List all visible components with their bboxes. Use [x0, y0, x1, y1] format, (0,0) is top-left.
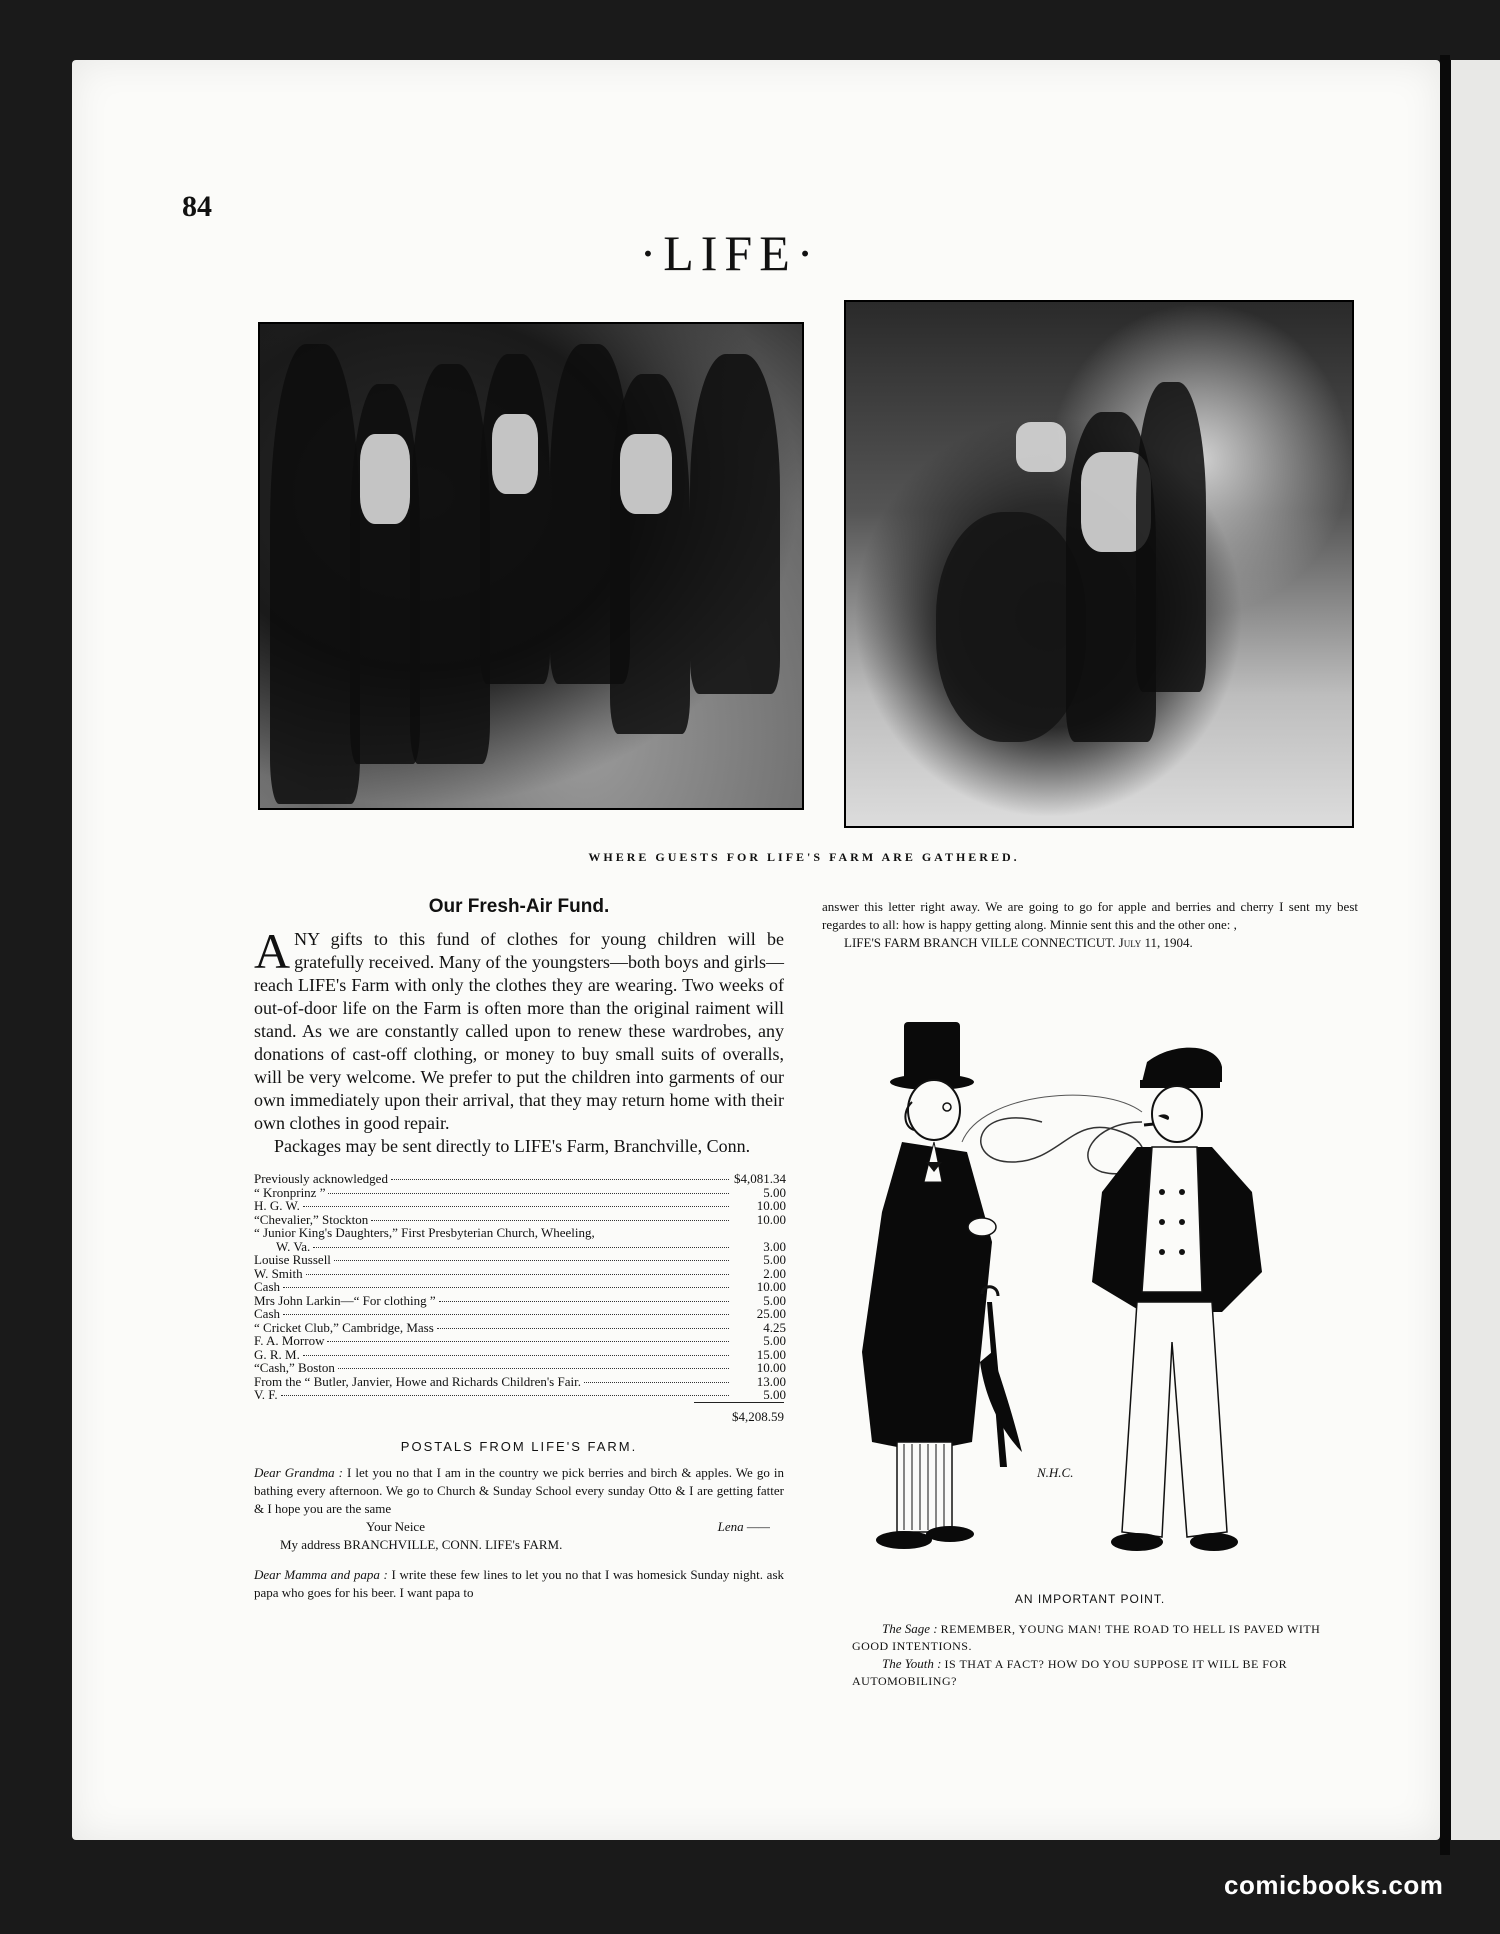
- ledger-name: W. Va.: [276, 1238, 311, 1254]
- ledger-row: [254, 1280, 786, 1294]
- sage-shoe: [926, 1526, 974, 1542]
- ledger-name: G. R. M.: [254, 1346, 300, 1362]
- youth-trousers: [1122, 1302, 1227, 1537]
- button: [1159, 1249, 1165, 1255]
- button: [1159, 1189, 1165, 1195]
- youth-line: IS THAT A FACT? HOW DO YOU SUPPOSE IT WILL BE FOR AUTOMOBILING?: [852, 1657, 1288, 1688]
- ledger-amount: 10.00: [756, 1279, 786, 1294]
- page-number: 84: [182, 190, 212, 223]
- ledger-row: [254, 1267, 786, 1281]
- cartoon-drawing: [842, 1012, 1342, 1592]
- sage-frock-coat: [862, 1142, 992, 1452]
- leader-dots: [334, 1260, 729, 1261]
- button: [1179, 1189, 1185, 1195]
- ledger-name: “ Junior King's Daughters,” First Presbyterian Church, Wheeling,: [254, 1225, 595, 1240]
- ledger-amount: 5.00: [763, 1292, 786, 1308]
- youth-chauffeur-cap: [1142, 1048, 1222, 1082]
- ledger-amount: 25.00: [756, 1306, 786, 1321]
- ledger-name: F. A. Morrow: [254, 1333, 325, 1348]
- leader-dots: [328, 1193, 729, 1194]
- ledger-row: [254, 1226, 786, 1240]
- donation-ledger: [254, 1172, 786, 1402]
- ledger-amount: 10.00: [756, 1360, 786, 1375]
- photo-children-gathered: [258, 322, 804, 810]
- ledger-name: V. F.: [254, 1387, 278, 1402]
- letter-1: [254, 1464, 784, 1518]
- ledger-amount: $4,081.34: [734, 1171, 786, 1186]
- ledger-row: [254, 1375, 786, 1389]
- ledger-row: [254, 1240, 786, 1254]
- leader-dots: [303, 1206, 729, 1207]
- youth-shoe: [1190, 1533, 1238, 1551]
- cartoon-dialog: [852, 1620, 1328, 1690]
- ledger-amount: 3.00: [763, 1238, 786, 1254]
- ledger-amount: 5.00: [763, 1333, 786, 1348]
- ledger-row: [254, 1253, 786, 1267]
- youth-dialog: [852, 1655, 1328, 1690]
- ledger-name: From the “ Butler, Janvier, Howe and Richards Children's Fair.: [254, 1373, 581, 1389]
- leader-dots: [281, 1395, 729, 1396]
- cartoon-illustration: [842, 1012, 1342, 1934]
- ledger-name: Mrs John Larkin—“ For clothing ”: [254, 1292, 436, 1308]
- ledger-amount: 4.25: [763, 1319, 786, 1335]
- youth-vest: [1142, 1147, 1202, 1292]
- photo-caption: WHERE GUESTS FOR LIFE'S FARM ARE GATHERED.: [588, 850, 1020, 864]
- leader-dots: [371, 1220, 729, 1221]
- letter-1-signoff: [254, 1518, 784, 1536]
- letter-1-salutation: Dear Grandma :: [254, 1464, 343, 1480]
- ledger-name: “ Cricket Club,” Cambridge, Mass: [254, 1319, 434, 1335]
- leader-dots: [437, 1328, 729, 1329]
- right-column: [822, 898, 1358, 952]
- letter-1-signature: Lena ——: [717, 1518, 770, 1534]
- ledger-name: H. G. W.: [254, 1198, 300, 1213]
- cartoon-title: AN IMPORTANT POINT.: [1014, 1592, 1166, 1606]
- ledger-total: $4,208.59: [694, 1402, 784, 1425]
- leader-dots: [313, 1247, 729, 1248]
- sage-line: REMEMBER, YOUNG MAN! THE ROAD TO HELL IS PAVED WITH GOOD INTENTIONS.: [852, 1622, 1321, 1653]
- button: [1179, 1249, 1185, 1255]
- ledger-name: Cash: [254, 1279, 280, 1294]
- sage-hand: [968, 1218, 996, 1236]
- letter-1-closing: Your Neice: [366, 1518, 425, 1534]
- ledger-amount: 10.00: [756, 1211, 786, 1227]
- ledger-amount: 5.00: [763, 1387, 786, 1402]
- masthead-title: ·LIFE·: [639, 225, 821, 281]
- sage-face: [908, 1080, 960, 1140]
- leader-dots: [327, 1341, 729, 1342]
- sage-top-hat: [904, 1022, 960, 1082]
- letter-2-continued: answer this letter right away. We are going to go for apple and berries and cherry I sent my best regardes to all: how is happy getting along. Minnie sent this and the other one: ,: [822, 899, 1358, 932]
- ledger-row: [254, 1307, 786, 1321]
- smoke-swirl-2: [962, 1095, 1142, 1142]
- fund-heading: Our Fresh-Air Fund.: [428, 896, 610, 917]
- leader-dots: [584, 1382, 729, 1383]
- sage-shoe: [876, 1531, 932, 1549]
- youth-face: [1152, 1086, 1202, 1142]
- ledger-row: [254, 1199, 786, 1213]
- ledger-row: [254, 1334, 786, 1348]
- youth-speaker: The Youth :: [882, 1656, 942, 1671]
- youth-shoe: [1111, 1533, 1163, 1551]
- ledger-row: [254, 1348, 786, 1362]
- ledger-row: [254, 1321, 786, 1335]
- leader-dots: [391, 1179, 729, 1180]
- artist-signature: N.H.C.: [1037, 1465, 1074, 1480]
- fund-paragraph-2: Packages may be sent directly to LIFE's Farm, Branchville, Conn.: [274, 1136, 751, 1156]
- ledger-name: “Chevalier,” Stockton: [254, 1211, 369, 1227]
- youth-cigarette: [1144, 1124, 1154, 1125]
- button: [1179, 1219, 1185, 1225]
- ledger-name: W. Smith: [254, 1265, 303, 1281]
- leader-dots: [306, 1274, 729, 1275]
- photo-children-with-barrel: [844, 300, 1354, 828]
- ledger-row: [254, 1294, 786, 1308]
- button: [1159, 1219, 1165, 1225]
- watermark: comicbooks.com: [1224, 1870, 1444, 1900]
- ledger-amount: 5.00: [763, 1184, 786, 1200]
- letter-1-address: My address BRANCHVILLE, CONN. LIFE's FARM.: [280, 1536, 563, 1552]
- sage-dialog: [852, 1620, 1328, 1655]
- leader-dots: [439, 1301, 729, 1302]
- ledger-amount: 15.00: [756, 1346, 786, 1362]
- leader-dots: [338, 1368, 729, 1369]
- left-column: [254, 890, 784, 1602]
- ledger-amount: 10.00: [756, 1198, 786, 1213]
- ledger-name: Louise Russell: [254, 1252, 331, 1267]
- ledger-row: [254, 1213, 786, 1227]
- ledger-amount: 5.00: [763, 1252, 786, 1267]
- fund-paragraph-1: ANY gifts to this fund of clothes for young children will be gratefully received. Many of the youngsters—both boys and girls—reach LIFE's Farm with only the clothes they are wearing. Two weeks of out-of-door life on the Farm is often more than the original raiment will stand. As we are constantly called upon to renew these wardrobes, any donations of cast-off clothing, or money to buy small suits of overalls, will be very welcome. We prefer to put the children into garments of our own immediately upon their arrival, that they may return home with their own clothes in good repair.: [254, 923, 784, 1133]
- postals-heading: POSTALS FROM LIFE'S FARM.: [400, 1438, 638, 1454]
- drop-cap: A: [254, 923, 291, 979]
- ledger-row: [254, 1172, 786, 1186]
- letter-2-salutation: Dear Mamma and papa :: [254, 1566, 388, 1582]
- sage-speaker: The Sage :: [882, 1621, 938, 1636]
- ledger-row: [254, 1186, 786, 1200]
- ledger-row: [254, 1388, 786, 1402]
- ledger-row: [254, 1361, 786, 1375]
- scan-next-page-edge: [1448, 60, 1500, 1840]
- ledger-name: Previously acknowledged: [254, 1171, 388, 1186]
- leader-dots: [283, 1287, 729, 1288]
- letter-1-body: I let you no that I am in the country we pick berries and birch & apples. We go in bathing every afternoon. We go to Church & Sunday School every sunday Otto & I are getting fatter & I hope you are the same: [254, 1464, 784, 1516]
- ledger-amount: 2.00: [763, 1265, 786, 1281]
- letter-2-dateline: LIFE'S FARM BRANCH VILLE CONNECTICUT. July 11, 1904.: [844, 935, 1193, 950]
- ledger-name: “ Kronprinz ”: [254, 1184, 326, 1200]
- leader-dots: [303, 1355, 729, 1356]
- leader-dots: [283, 1314, 729, 1315]
- ledger-amount: 13.00: [756, 1373, 786, 1389]
- letter-2-body: I write these few lines to let you no that I was homesick Sunday night. ask papa who goes for his beer. I want papa to: [254, 1566, 785, 1600]
- ledger-name: “Cash,” Boston: [254, 1360, 335, 1375]
- letter-2: [254, 1566, 784, 1602]
- ledger-name: Cash: [254, 1306, 280, 1321]
- smoke-swirl: [981, 1118, 1144, 1174]
